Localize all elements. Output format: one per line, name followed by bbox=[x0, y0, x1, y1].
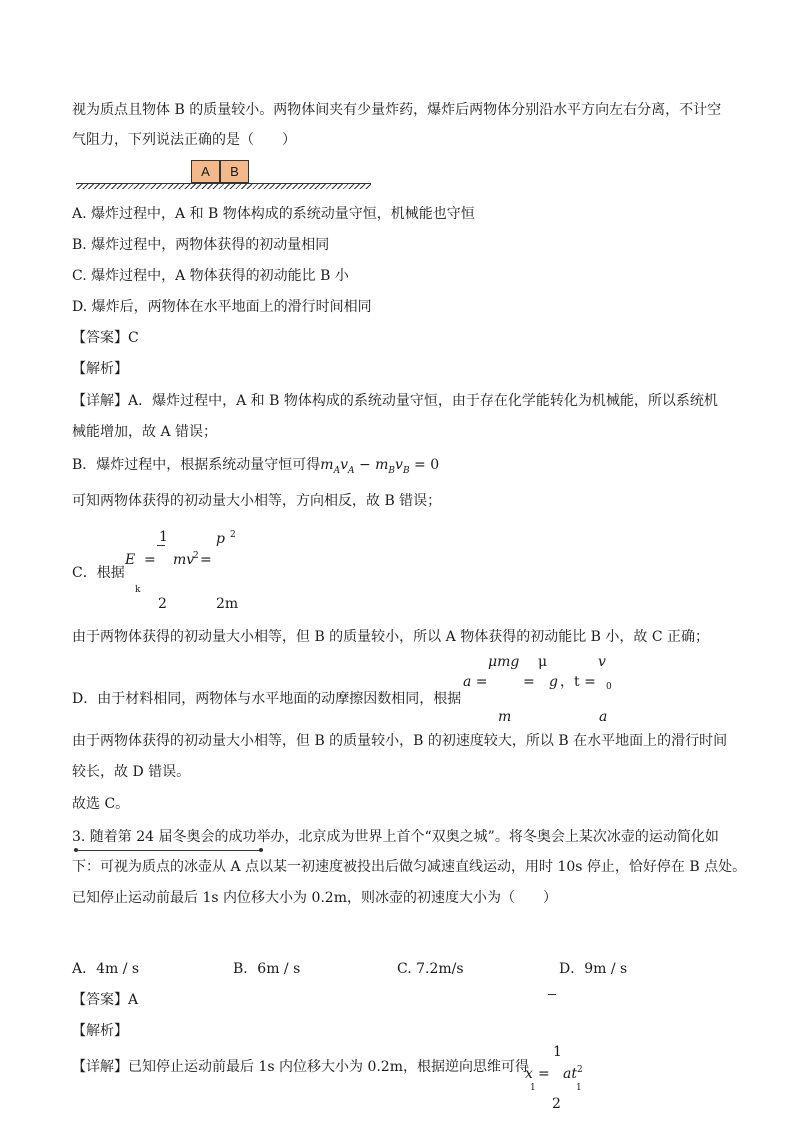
q2-option-a: A. 爆炸过程中，A 和 B 物体构成的系统动量守恒，机械能也守恒 bbox=[72, 206, 475, 222]
q3-option-c: C. 7.2m/s bbox=[397, 961, 464, 977]
box-b: B bbox=[220, 160, 249, 183]
c-two-m: 2m bbox=[216, 596, 239, 612]
c-eq1: = bbox=[144, 552, 156, 568]
c-two: 2 bbox=[158, 596, 167, 612]
q2-answer: 【答案】C bbox=[72, 330, 139, 346]
q3-detail-prefix: 【详解】已知停止运动前最后 1s 内位移大小为 0.2m，根据逆向思维可得 bbox=[72, 1059, 529, 1075]
q2-d-prefix: D．由于材料相同，两物体与水平地面的动摩擦因数相同，根据 bbox=[72, 691, 462, 707]
q2-b-equation: $m_Av_A - m_Bv_B = 0$ bbox=[320, 457, 440, 476]
d-comma-t: ，t = bbox=[560, 674, 596, 690]
q3-at: at bbox=[563, 1066, 577, 1082]
q3-at-sq: 2 bbox=[577, 1065, 583, 1075]
c-E: E bbox=[125, 552, 136, 568]
c-p: p bbox=[216, 531, 225, 547]
q3-x-sub: 1 bbox=[530, 1083, 536, 1093]
d-mu-mg: μmg bbox=[488, 654, 520, 670]
c-eq2: = bbox=[200, 552, 212, 568]
q2-detail-line-1: 【详解】A．爆炸过程中，A 和 B 物体构成的系统动量守恒，由于存在化学能转化为机械能，所以系统机 bbox=[72, 393, 718, 409]
q2-option-b: B. 爆炸过程中，两物体获得的初动量相同 bbox=[72, 237, 330, 253]
q3-two: 2 bbox=[552, 1096, 561, 1112]
d-v: v bbox=[598, 654, 606, 670]
q2-d-conclusion-2: 较长，故 D 错误。 bbox=[72, 764, 191, 780]
point-b-dot bbox=[259, 848, 263, 852]
c-k-sub: k bbox=[135, 585, 141, 595]
d-a-den: a bbox=[599, 709, 608, 725]
q2-b-prefix: B．爆炸过程中，根据系统动量守恒可得 bbox=[72, 457, 321, 473]
q3-stem-line-3: 已知停止运动前最后 1s 内位移大小为 0.2m，则冰壶的初速度大小为（ ） bbox=[72, 890, 557, 906]
ground-hatch bbox=[76, 184, 371, 189]
c-frac-bar bbox=[157, 545, 165, 546]
c-p-sq: 2 bbox=[230, 530, 236, 540]
q3-t-sub: 1 bbox=[576, 1083, 582, 1093]
c-frac-one: 1 bbox=[159, 529, 168, 545]
q3-stem-line-1: 3. 随着第 24 届冬奥会的成功举办，北京成为世界上首个“双奥之城”。将冬奥会上某次冰壶的运动简化如 bbox=[72, 829, 719, 845]
q2-stem-line-1: 视为质点且物体 B 的质量较小。两物体间夹有少量炸药，爆炸后两物体分别沿水平方向左右分离，不计空 bbox=[72, 102, 722, 118]
q2-option-d: D. 爆炸后，两物体在水平地面上的滑行时间相同 bbox=[72, 299, 372, 315]
q2-final: 故选 C。 bbox=[72, 796, 130, 812]
box-a: A bbox=[191, 160, 220, 183]
d-a-eq: a = bbox=[463, 674, 488, 690]
d-mid-eq: = bbox=[523, 674, 535, 690]
q3-analysis: 【解析】 bbox=[72, 1023, 128, 1039]
q3-stem-line-2: 下：可视为质点的冰壶从 A 点以某一初速度被投出后做匀减速直线运动，用时 10s 停止，恰好停在 B 点处。 bbox=[72, 859, 747, 875]
q2-d-conclusion-1: 由于两物体获得的初动量大小相等，但 B 的质量较小，B 的初速度较大，所以 B 在水平地面上的滑行时间 bbox=[72, 733, 728, 749]
point-a-dot bbox=[74, 848, 78, 852]
q2-detail-line-2: 械能增加，故 A 错误； bbox=[72, 424, 218, 440]
c-mv: mv bbox=[173, 552, 195, 568]
c-mv-sq: 2 bbox=[193, 551, 199, 561]
ab-segment bbox=[76, 850, 262, 851]
q3-x: x bbox=[525, 1066, 533, 1082]
q2-b-line bbox=[72, 456, 439, 476]
q3-option-a: A．4m / s bbox=[72, 961, 140, 977]
q3-answer: 【答案】A bbox=[72, 992, 139, 1008]
stray-bar bbox=[548, 994, 556, 995]
q3-frac-one: 1 bbox=[553, 1044, 562, 1060]
d-mu: μ bbox=[538, 654, 548, 670]
q2-option-c: C. 爆炸过程中，A 物体获得的初动能比 B 小 bbox=[72, 268, 349, 284]
q2-c-conclusion: 由于两物体获得的初动量大小相等，但 B 的质量较小，所以 A 物体获得的初动能比 B 小，故 C 正确； bbox=[72, 629, 709, 645]
q2-analysis: 【解析】 bbox=[72, 361, 128, 377]
q2-stem-line-2: 气阻力，下列说法正确的是（ ） bbox=[72, 132, 296, 148]
q3-option-b: B．6m / s bbox=[233, 961, 301, 977]
q3-eq: = bbox=[538, 1066, 550, 1082]
d-zero-sub: 0 bbox=[606, 682, 612, 692]
c-prefix: C．根据 bbox=[72, 565, 125, 581]
q3-option-d: D．9m / s bbox=[559, 961, 628, 977]
q2-b-conclusion: 可知两物体获得的初动量大小相等，方向相反，故 B 错误； bbox=[72, 493, 442, 509]
d-m: m bbox=[498, 709, 512, 725]
d-g: g bbox=[549, 674, 558, 690]
